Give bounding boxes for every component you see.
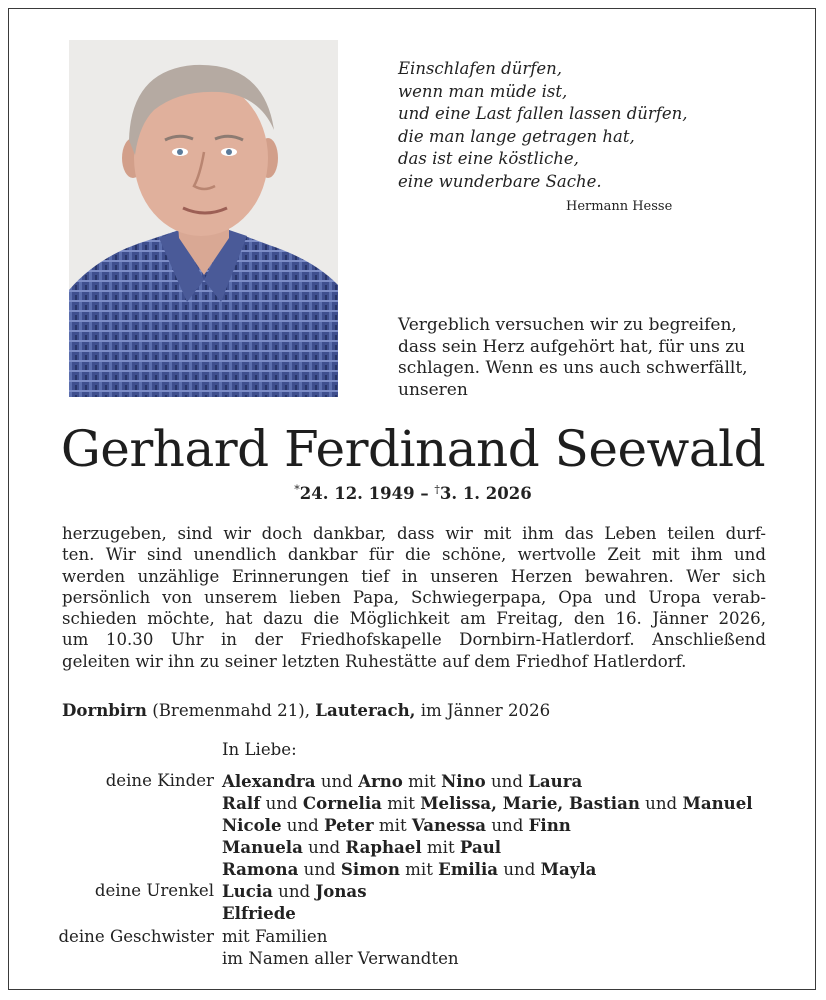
family-connector: mit Familien: [222, 927, 328, 946]
portrait-illustration: [69, 40, 338, 397]
relation-label-great-grandchildren: deine Urenkel: [94, 881, 214, 900]
family-connector: und: [298, 860, 341, 879]
family-row: [222, 771, 582, 791]
family-connector: mit: [402, 772, 442, 791]
family-connector: und: [485, 772, 529, 791]
intro-line: dass sein Herz aufgehört hat, für uns zu: [398, 336, 746, 357]
intro-line: schlagen. Wenn es uns auch schwerfällt,: [398, 358, 748, 378]
relation-label-siblings: deine Geschwister: [58, 927, 214, 946]
poem-line: das ist eine köstliche,: [398, 149, 579, 168]
family-connector: im Namen aller Verwandten: [222, 949, 459, 968]
family-member-name: Mayla: [540, 859, 597, 879]
family-connector: und: [315, 772, 359, 791]
family-connector: und: [281, 816, 325, 835]
family-member-name: Jonas: [315, 881, 367, 901]
family-member-name: Paul: [459, 837, 502, 857]
family-row: [222, 859, 596, 879]
family-connector: und: [302, 838, 346, 857]
family-row: [222, 949, 459, 968]
family-member-name: Cornelia: [302, 793, 382, 813]
family-member-name: Emilia: [438, 859, 499, 879]
poem-line: Einschlafen dürfen,: [398, 59, 562, 78]
portrait-photo: [69, 40, 338, 397]
family-member-name: Melissa, Marie, Bastian: [420, 793, 640, 813]
main-paragraph: [62, 523, 766, 672]
intro-paragraph: [398, 315, 768, 401]
family-member-name: Alexandra: [222, 771, 316, 791]
family-connector: mit: [399, 860, 439, 879]
death-date: 3. 1. 2026: [439, 484, 532, 503]
family-row: [222, 837, 501, 857]
family-member-name: Vanessa: [411, 815, 487, 835]
poem-author: Hermann Hesse: [566, 199, 673, 214]
paragraph-line: um 10.30 Uhr in der Friedhofskapelle Dornbirn-Hatlerdorf. Anschließend: [62, 630, 766, 650]
date-separator: –: [414, 484, 435, 503]
place-date: im Jänner 2026: [415, 701, 551, 720]
paragraph-line: herzugeben, sind wir doch dankbar, dass wir mit ihm das Leben teilen durf-: [62, 524, 766, 543]
death-symbol: †: [434, 483, 440, 496]
intro-line: unseren: [398, 379, 468, 400]
in-liebe-heading: In Liebe:: [222, 740, 297, 759]
place-address: (Bremenmahd 21),: [146, 701, 316, 720]
life-dates: [0, 483, 826, 503]
family-connector: und: [498, 860, 541, 879]
family-member-name: Manuela: [222, 837, 303, 857]
paragraph-line: werden unzählige Erinnerungen tief in unseren Herzen bewahren. Wer sich: [62, 566, 766, 586]
paragraph-line: schieden möchte, hat dazu die Möglichkeit am Freitag, den 16. Jänner 2026,: [62, 609, 766, 629]
poem-line: und eine Last fallen lassen dürfen,: [398, 104, 688, 123]
family-connector: und: [486, 816, 529, 835]
paragraph-line: persönlich von unserem lieben Papa, Schwiegerpapa, Opa und Uropa verab-: [62, 587, 766, 607]
relation-label-children: deine Kinder: [105, 771, 214, 790]
family-member-name: Lucia: [222, 881, 273, 901]
birth-symbol: *: [294, 483, 300, 496]
family-member-name: Manuel: [682, 793, 753, 813]
family-row: [222, 881, 367, 901]
poem: [398, 58, 738, 193]
family-connector: mit: [421, 838, 460, 857]
family-row: [222, 815, 571, 835]
family-member-name: Nino: [441, 771, 486, 791]
family-member-name: Ralf: [222, 793, 261, 813]
deceased-name: Gerhard Ferdinand Seewald: [60, 420, 766, 478]
family-member-name: Raphael: [345, 837, 422, 857]
family-member-name: Elfriede: [222, 903, 296, 923]
family-connector: mit: [373, 816, 412, 835]
family-row: [222, 793, 753, 813]
poem-line: die man lange getragen hat,: [398, 126, 635, 146]
family-member-name: Ramona: [222, 859, 299, 879]
family-member-name: Arno: [358, 771, 403, 791]
family-connector: und: [260, 794, 303, 813]
place-and-date: [62, 700, 550, 720]
poem-line: eine wunderbare Sache.: [398, 171, 602, 191]
place-city: Lauterach,: [315, 700, 416, 720]
family-member-name: Laura: [528, 771, 583, 791]
family-member-name: Peter: [324, 815, 374, 835]
family-member-name: Simon: [340, 859, 400, 879]
family-connector: und: [639, 794, 683, 813]
birth-date: 24. 12. 1949: [299, 484, 415, 503]
intro-line: Vergeblich versuchen wir zu begreifen,: [398, 315, 737, 335]
family-row: [222, 927, 327, 946]
family-connector: und: [272, 882, 316, 901]
family-member-name: Nicole: [222, 815, 282, 835]
place-city: Dornbirn: [62, 700, 147, 720]
family-connector: mit: [381, 794, 421, 813]
paragraph-line: geleiten wir ihn zu seiner letzten Ruhestätte auf dem Friedhof Hatlerdorf.: [62, 651, 687, 671]
poem-line: wenn man müde ist,: [398, 81, 568, 101]
family-member-name: Finn: [528, 815, 571, 835]
family-row: [222, 903, 296, 923]
paragraph-line: ten. Wir sind unendlich dankbar für die schöne, wertvolle Zeit mit ihm und: [62, 545, 766, 565]
